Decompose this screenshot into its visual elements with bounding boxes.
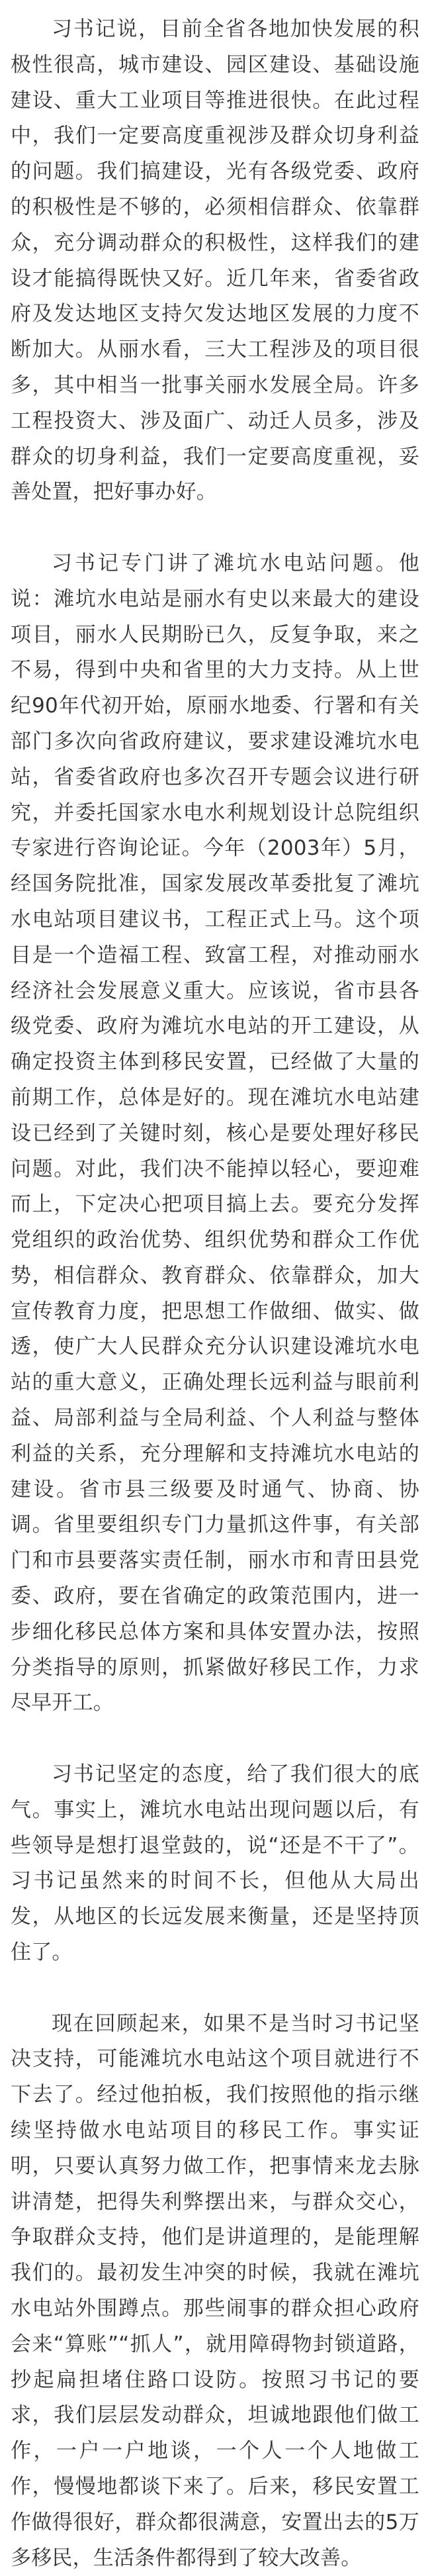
article-paragraph: 习书记说，目前全省各地加快发展的积极性很高，城市建设、园区建设、基础设施建设、重大工业项目等推进很快。在此过程中，我们一定要高度重视涉及群众切身利益的问题。我们搞建设，光有各级党委、政府的积极性是不够的，必须相信群众、依靠群众，充分调动群众的积极性，这样我们的建设才能搞得既快又好。近几年来，省委省政府及发达地区支持欠发达地区发展的力度不断加大。从丽水看，三大工程涉及的项目很多，其中相当一批事关丽水发展全局。许多工程投资大、涉及面广、动迁人员多，涉及群众的切身利益，我们一定要高度重视，妥善处置，把好事办好。 [11,17,419,504]
article-paragraph: 现在回顾起来，如果不是当时习书记坚决支持，可能滩坑水电站这个项目就进行不下去了。经过他拍板，我们按照他的指示继续坚持做水电站项目的移民工作。事实证明，只要认真努力做工作，把事情来龙去脉讲清楚，把得失利弊摆出来，与群众交心，争取群众支持，他们是讲道理的，是能理解我们的。最初发生冲突的时候，我就在滩坑水电站外围蹲点。那些闹事的群众担心政府会来“算账”“抓人”，就用障碍物封锁道路，抄起扁担堵住路口设防。按照习书记的要求，我们层层发动群众，坦诚地跟他们做工作，一户一户地谈，一个人一个人地做工作，慢慢地都谈下来了。后来，移民安置工作做得很好，群众都很满意，安置出去的5万多移民，生活条件都得到了较大改善。 [11,2011,419,2570]
article-paragraph: 习书记坚定的态度，给了我们很大的底气。事实上，滩坑水电站出现问题以后，有些领导是想打退堂鼓的，说“还是不干了”。习书记虽然来的时间不长，但他从大局出发，从地区的长远发展来衡量，还是坚持顶住了。 [11,1762,419,1965]
article-paragraph: 习书记专门讲了滩坑水电站问题。他说：滩坑水电站是丽水有史以来最大的建设项目，丽水人民期盼已久，反复争取，来之不易，得到中央和省里的大力支持。从上世纪90年代初开始，原丽水地委、行署和有关部门多次向省政府建议，要求建设滩坑水电站，省委省政府也多次召开专题会议进行研究，并委托国家水电水利规划设计总院组织专家进行咨询论证。今年（2003年）5月，经国务院批准，国家发展改革委批复了滩坑水电站项目建议书，工程正式上马。这个项目是一个造福工程、致富工程，对推动丽水经济社会发展意义重大。应该说，省市县各级党委、政府为滩坑水电站的开工建设，从确定投资主体到移民安置，已经做了大量的前期工作，总体是好的。现在滩坑水电站建设已经到了关键时刻，核心是要处理好移民问题。对此，我们决不能掉以轻心，要迎难而上，下定决心把项目搞上去。要充分发挥党组织的政治优势、组织优势和群众工作优势，相信群众、教育群众、依靠群众，加大宣传教育力度，把思想工作做细、做实、做透，使广大人民群众充分认识建设滩坑水电站的重大意义，正确处理长远利益与眼前利益、局部利益与全局利益、个人利益与整体利益的关系，充分理解和支持滩坑水电站的建设。省市县三级要及时通气、协商、协调。省里要组织专门力量抓这件事，有关部门和市县要落实责任制，丽水市和青田县党委、政府，要在省确定的政策范围内，进一步细化移民总体方案和具体安置办法，按照分类指导的原则，抓紧做好移民工作，力求尽早开工。 [11,551,419,1715]
